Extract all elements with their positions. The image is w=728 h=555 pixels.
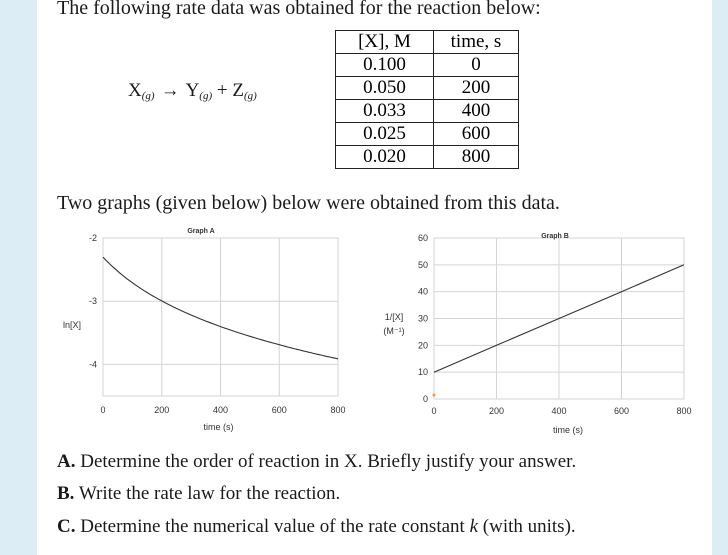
y-tick-label: 30 [417,313,428,324]
y-tick-label: 20 [417,340,428,351]
x-tick-label: 0 [100,405,106,415]
cell-time: 800 [434,146,519,169]
question-b [57,483,340,505]
cell-concentration: 0.020 [336,146,434,169]
intro-text: The following rate data was obtained for the reaction below: [57,0,541,19]
y-tick-label: 10 [417,367,428,378]
question-b-text: Write the rate law for the reaction. [74,483,341,504]
cell-time: 200 [434,77,519,100]
question-c-text-1: Determine the numerical value of the rate constant [75,516,470,537]
question-c-letter: C. [57,516,76,537]
header-concentration: [X], M [336,31,434,54]
y-tick-label: 40 [417,286,428,297]
product-z-state: (g) [243,90,257,102]
x-axis-label: time (s) [553,425,583,435]
x-tick-label: 600 [271,405,287,415]
graphs-intro-text: Two graphs (given below) below were obtained from this data. [57,192,560,214]
cell-concentration: 0.033 [336,100,434,123]
y-axis-label: ln[X] [62,320,82,330]
chart-title: Graph A [187,228,215,235]
x-tick-label: 800 [676,406,692,416]
y-tick-label: -2 [88,233,97,243]
cell-concentration: 0.050 [336,77,434,100]
x-tick-label: 400 [551,406,567,416]
product-z: Z [232,80,244,101]
reaction-arrow: → [160,80,180,101]
y-tick-label: 50 [417,259,428,270]
question-c [57,516,576,538]
y-tick-label: 60 [417,233,428,243]
graph-a [63,228,346,432]
question-a-text: Determine the order of reaction in X. Briefly justify your answer. [75,451,577,472]
product-y-state: (g) [199,90,213,102]
y-tick-label: -3 [88,296,97,307]
x-tick-label: 0 [431,406,437,416]
y-axis-unit: (M⁻¹) [383,326,405,336]
cell-time: 600 [434,123,519,146]
x-tick-label: 200 [488,406,505,416]
cell-time: 400 [434,100,519,123]
question-a-letter: A. [57,451,76,472]
y-tick-label: -4 [88,359,97,370]
chart-title: Graph B [541,233,569,240]
x-tick-label: 800 [330,405,346,415]
x-axis-label: time (s) [203,422,234,432]
cell-time: 0 [434,54,519,77]
question-c-text-2: (with units). [478,516,576,537]
y-tick-label: 0 [422,394,428,404]
x-tick-label: 200 [154,405,170,415]
x-tick-label: 600 [613,406,630,416]
reactant-state: (g) [141,90,155,102]
y-axis-label: 1/[X] [384,312,404,322]
cell-concentration: 0.100 [336,54,434,77]
header-time: time, s [434,31,519,54]
graph-b [383,233,691,435]
origin-marker [433,394,436,397]
question-a [57,451,576,473]
product-y: Y [185,80,200,101]
x-tick-label: 400 [212,405,229,415]
cell-concentration: 0.025 [336,123,434,146]
question-b-letter: B. [57,483,75,504]
rate-constant-symbol: k [469,516,479,537]
plus-sign: + [216,80,228,101]
reactant-x: X [128,80,142,101]
